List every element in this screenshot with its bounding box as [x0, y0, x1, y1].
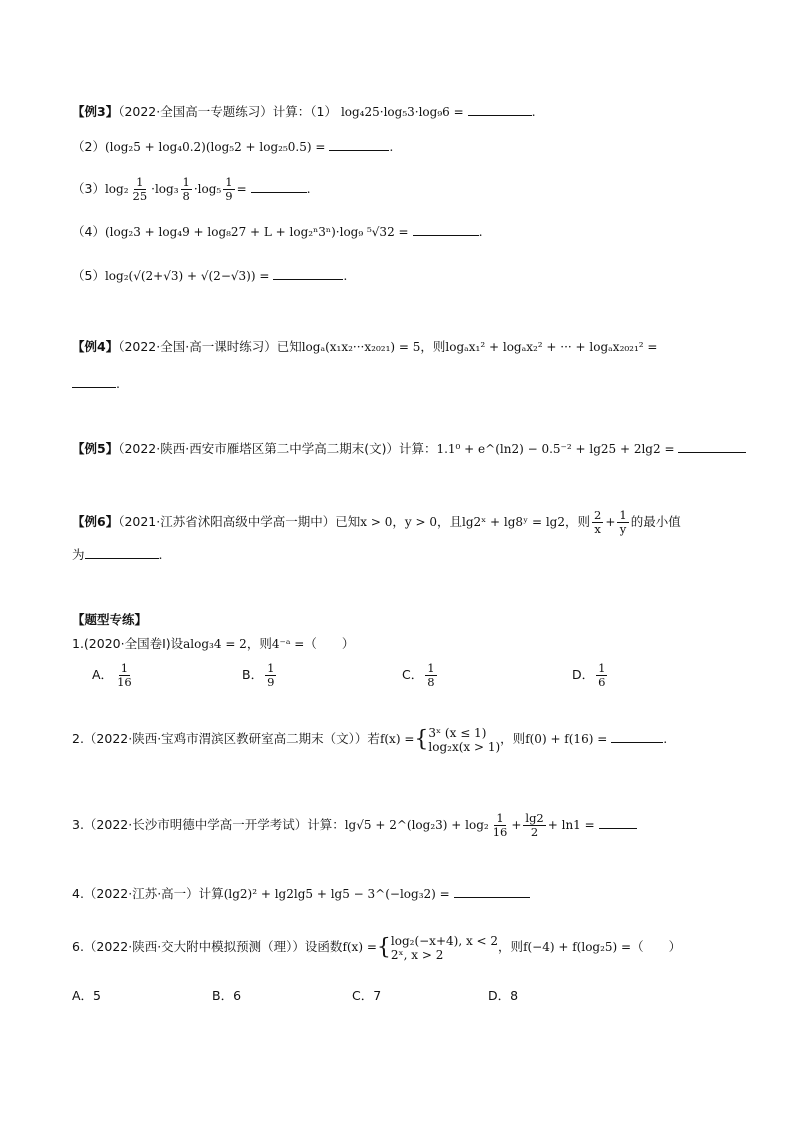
fraction: $\frac{\lg 2}{2}$	[525, 811, 544, 839]
choice-a[interactable]: A．5	[72, 988, 102, 1003]
example-3-source: （2022·全国高一专题练习）计算：（1）	[118, 104, 337, 119]
example-3-line-2: （2）(log₂5 + log₄0.2)(log₅2 + log₂₅0.5) = .	[72, 139, 394, 154]
piecewise: { log₂(−x+4), x < 2 2ˣ, x > 2	[376, 933, 499, 962]
example-3-part-2: (log₂5 + log₄0.2)(log₅2 + log₂₅0.5) =	[104, 140, 326, 154]
choice-c[interactable]: C． $\frac{1}{8}$	[402, 661, 435, 689]
question-4: 4.（2022·江苏·高一）计算(lg2)² + lg2lg5 + lg5 − 3^(−log₃2) =	[72, 884, 530, 904]
answer-blank[interactable]	[611, 730, 663, 743]
answer-blank[interactable]	[251, 180, 307, 193]
choice-c[interactable]: C．7	[352, 988, 382, 1003]
example-3-part-1: log₄25·log₅3·log₉6 =	[340, 105, 464, 119]
example-4-heading: 【例4】	[72, 339, 119, 354]
example-3-line-4: （4）(log₂3 + log₄9 + log₈27 + L + log₂ⁿ3ⁿ)·log₉ ⁵√32 = .	[72, 224, 483, 239]
example-4-line-1: 【例4】（2022·全国·高一课时练习）已知logₐ(x₁x₂···x₂₀₂₁) = 5，则logₐx₁² + logₐx₂² + ··· + logₐx₂₀₂₁² =	[72, 339, 658, 354]
fraction: $\frac{2}{x}$	[594, 508, 602, 536]
answer-blank[interactable]	[678, 440, 746, 453]
choice-b[interactable]: B．6	[212, 988, 242, 1003]
question-6: 6.（2022·陕西·交大附中模拟预测（理））设函数f(x) ={ log₂(−x+4), x < 2 2ˣ, x > 2 ，则f(−4) + f(log₂5) =（ ）	[72, 933, 682, 962]
example-3-line-1: 【例3】（2022·全国高一专题练习）计算：（1） log₄25·log₅3·log₉6 = .	[72, 104, 536, 119]
example-6-line-1: 【例6】（2021·江苏省沭阳高级中学高一期中）已知x > 0，y > 0，且lg2ˣ + lg8ʸ = lg2，则 $\frac{2}{x}$ + $\frac{1}{y}$ 的最小值	[72, 508, 681, 536]
section-heading: 【题型专练】	[72, 612, 148, 627]
example-5-heading: 【例5】	[72, 441, 119, 456]
example-3-line-3: （3）log₂ $\frac{1}{25}$ ·log₃ $\frac{1}{8}$ ·log₅ $\frac{1}{9}$ = .	[72, 175, 311, 203]
fraction: $\frac{1}{8}$	[182, 175, 190, 203]
question-2: 2.（2022·陕西·宝鸡市渭滨区教研室高二期末（文））若f(x) ={ 3ˣ (x ≤ 1) log₂x(x > 1) ，则f(0) + f(16) = .	[72, 725, 668, 754]
example-6-heading: 【例6】	[72, 514, 119, 529]
example-3-part-5: log₂(√(2+√3) + √(2−√3)) =	[104, 269, 270, 283]
answer-blank[interactable]	[329, 138, 389, 151]
example-3-heading: 【例3】	[72, 104, 119, 119]
fraction: $\frac{1}{16}$	[492, 811, 508, 839]
choice-b[interactable]: B． $\frac{1}{9}$	[242, 661, 275, 689]
fraction: $\frac{1}{25}$	[132, 175, 148, 203]
fraction: $\frac{1}{9}$	[225, 175, 233, 203]
example-5-line: 【例5】（2022·陕西·西安市雁塔区第二中学高二期末(文)）计算：1.1⁰ + e^(ln2) − 0.5⁻² + lg25 + 2lg2 =	[72, 439, 746, 459]
question-1: 1.(2020·全国卷Ⅰ)设alog₃4 = 2，则4⁻ᵃ =（ ）	[72, 636, 355, 651]
choice-d[interactable]: D． $\frac{1}{6}$	[572, 661, 606, 689]
answer-blank[interactable]	[413, 223, 479, 236]
choice-d[interactable]: D．8	[488, 988, 519, 1003]
answer-blank[interactable]	[72, 375, 116, 388]
fraction: $\frac{1}{y}$	[619, 508, 627, 536]
answer-blank[interactable]	[273, 267, 343, 280]
example-3-part-4: (log₂3 + log₄9 + log₈27 + L + log₂ⁿ3ⁿ)·log₉ ⁵√32 =	[104, 225, 409, 239]
answer-blank[interactable]	[454, 885, 530, 898]
example-3-line-5: （5）log₂(√(2+√3) + √(2−√3)) = .	[72, 268, 348, 283]
example-6-line-2: 为 .	[72, 547, 163, 562]
answer-blank[interactable]	[599, 816, 637, 829]
piecewise: { 3ˣ (x ≤ 1) log₂x(x > 1)	[414, 725, 501, 754]
question-3: 3.（2022·长沙市明德中学高一开学考试）计算：lg√5 + 2^(log₂3) + log₂ $\frac{1}{16}$ + $\frac{\lg 2}{2}$ + ln1 =	[72, 808, 637, 842]
answer-blank[interactable]	[468, 103, 532, 116]
example-4-line-2: .	[72, 374, 120, 394]
answer-blank[interactable]	[85, 546, 159, 559]
choice-a[interactable]: A． $\frac{1}{16}$	[92, 661, 132, 689]
